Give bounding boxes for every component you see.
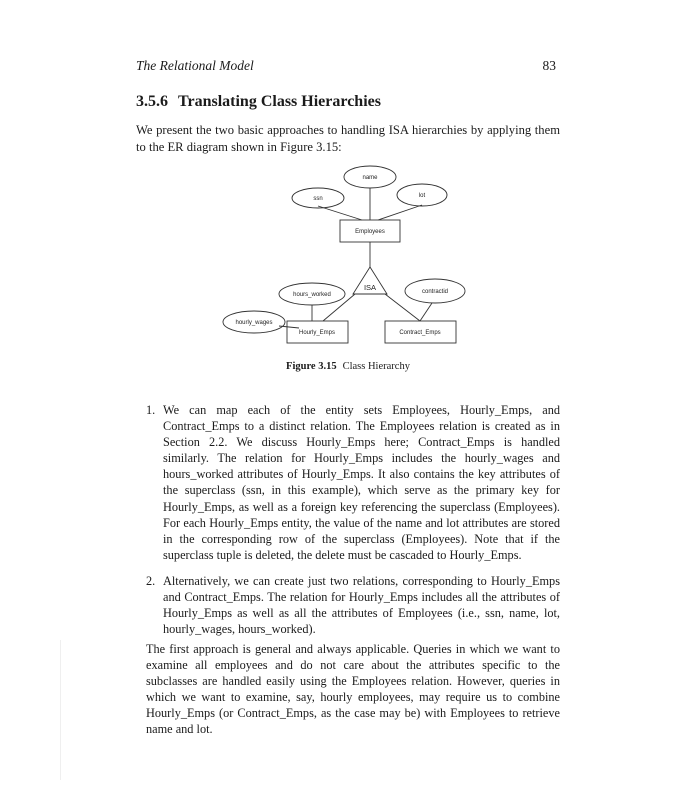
hourly-emps-label: Hourly_Emps [298, 330, 336, 336]
contract-emps-label: Contract_Emps [399, 330, 441, 336]
list-item [146, 402, 560, 563]
closing-paragraph: The first approach is general and always applicable. Queries in which we want to examine all employees and do not care about the attributes specific to the subclasses are handled easily using the Employees relation. However, queries in which we want to examine, say, hourly employees, may require us to combine Hourly_Emps (or Contract_Emps, as the case may be) with Employees to retrieve name and lot. [146, 642, 560, 737]
isa-label: ISA [363, 283, 377, 292]
contractid-connector [420, 303, 432, 321]
approach-list [146, 402, 560, 647]
figure-caption-text: Class Hierarchy [342, 361, 410, 372]
isa-contract-connector [385, 294, 420, 321]
list-item-number: 1. [146, 403, 156, 417]
section-title: Translating Class Hierarchies [178, 93, 381, 110]
section-heading [136, 93, 381, 111]
figure-caption [136, 361, 560, 372]
running-title: The Relational Model [136, 58, 254, 73]
hourly-wages-label: hourly_wages [235, 320, 273, 326]
page-edge-shadow [60, 640, 61, 780]
lot-label: lot [418, 193, 426, 199]
list-item-text: Alternatively, we can create just two relations, corresponding to Hourly_Emps and Contract_Emps. The relation for Hourly_Emps includes all the attributes of Hourly_Emps as well as all the attributes of Employees (i.e., ssn, name, lot, hourly_wages, hours_worked). [163, 573, 560, 637]
running-head [136, 58, 556, 78]
intro-paragraph: We present the two basic approaches to handling ISA hierarchies by applying them to the ER diagram shown in Figure 3.15: [136, 123, 560, 154]
employees-label: Employees [355, 229, 385, 235]
lot-connector [378, 205, 422, 220]
page-number: 83 [542, 58, 556, 73]
ssn-label: ssn [313, 196, 323, 202]
list-item [146, 573, 560, 637]
list-item-number: 2. [146, 573, 156, 588]
hours-worked-label: hours_worked [293, 292, 331, 298]
figure-label: Figure 3.15 [286, 361, 337, 372]
name-label: name [362, 175, 378, 181]
isa-hourly-connector [323, 294, 355, 321]
section-number: 3.5.6 [136, 93, 168, 110]
contractid-label: contractid [421, 289, 449, 295]
list-item-text: We can map each of the entity sets Employees, Hourly_Emps, and Contract_Emps to a distinct relation. The Employees relation is created as in Section 2.2. We discuss Hourly_Emps here; Contract_Emps is handled similarly. The relation for Hourly_Emps includes the hourly_wages and hours_worked attributes of Hourly_Emps. It also contains the key attributes of the superclass (ssn, in this example), which serve as the primary key for Hourly_Emps, as well as a foreign key referencing the superclass (Employees). For each Hourly_Emps entity, the value of the name and lot attributes are stored in the corresponding row of the superclass (Employees). Note that if the superclass tuple is deleted, the delete must be cascaded to Hourly_Emps. [163, 403, 560, 562]
er-diagram [215, 160, 475, 360]
